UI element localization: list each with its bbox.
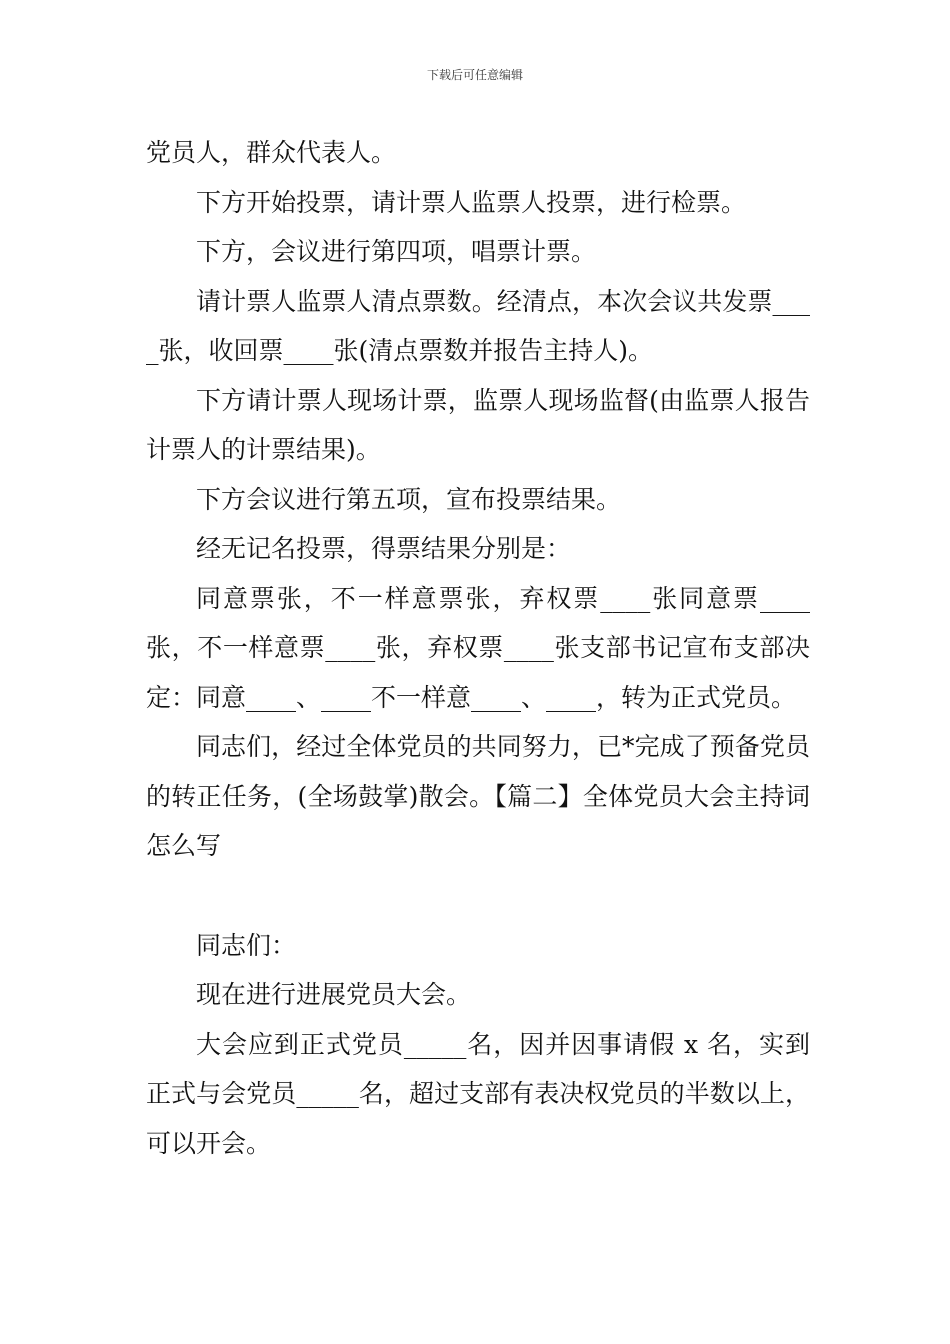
paragraph: 同志们： <box>196 930 297 960</box>
paragraph: 下方请计票人现场计票，监票人现场监督(由监票人报告计票人的计票结果)。 <box>146 385 810 464</box>
page-header: 下载后可任意编辑 <box>426 68 523 82</box>
paragraph: 经无记名投票，得票结果分别是： <box>196 534 572 563</box>
paragraph: 请计票人监票人清点票数。经清点，本次会议共发票____张，收回票____张(清点票数并报告主持人)。 <box>146 286 810 365</box>
paragraph: 现在进行进展党员大会。 <box>196 980 472 1009</box>
paragraph: 下方会议进行第五项，宣布投票结果。 <box>196 484 622 514</box>
section-gap <box>146 871 810 921</box>
paragraph: 同意票张，不一样意票张，弃权票____张同意票____张，不一样意票____张，弃权票____张支部书记宣布支部决定：同意____、____不一样意____、____，转为正式党员。 <box>146 583 810 712</box>
paragraph: 党员人，群众代表人。 <box>146 138 397 167</box>
document-body <box>146 128 810 1168</box>
paragraph: 下方开始投票，请计票人监票人投票，进行检票。 <box>196 187 747 217</box>
paragraph: 同志们，经过全体党员的共同努力，已*完成了预备党员的转正任务，(全场鼓掌)散会。【篇二】全体党员大会主持词怎么写 <box>146 732 810 860</box>
paragraph: 下方，会议进行第四项，唱票计票。 <box>196 237 597 266</box>
paragraph: 大会应到正式党员_____名，因并因事请假 x 名，实到正式与会党员_____名，超过支部有表决权党员的半数以上，可以开会。 <box>146 1029 810 1158</box>
